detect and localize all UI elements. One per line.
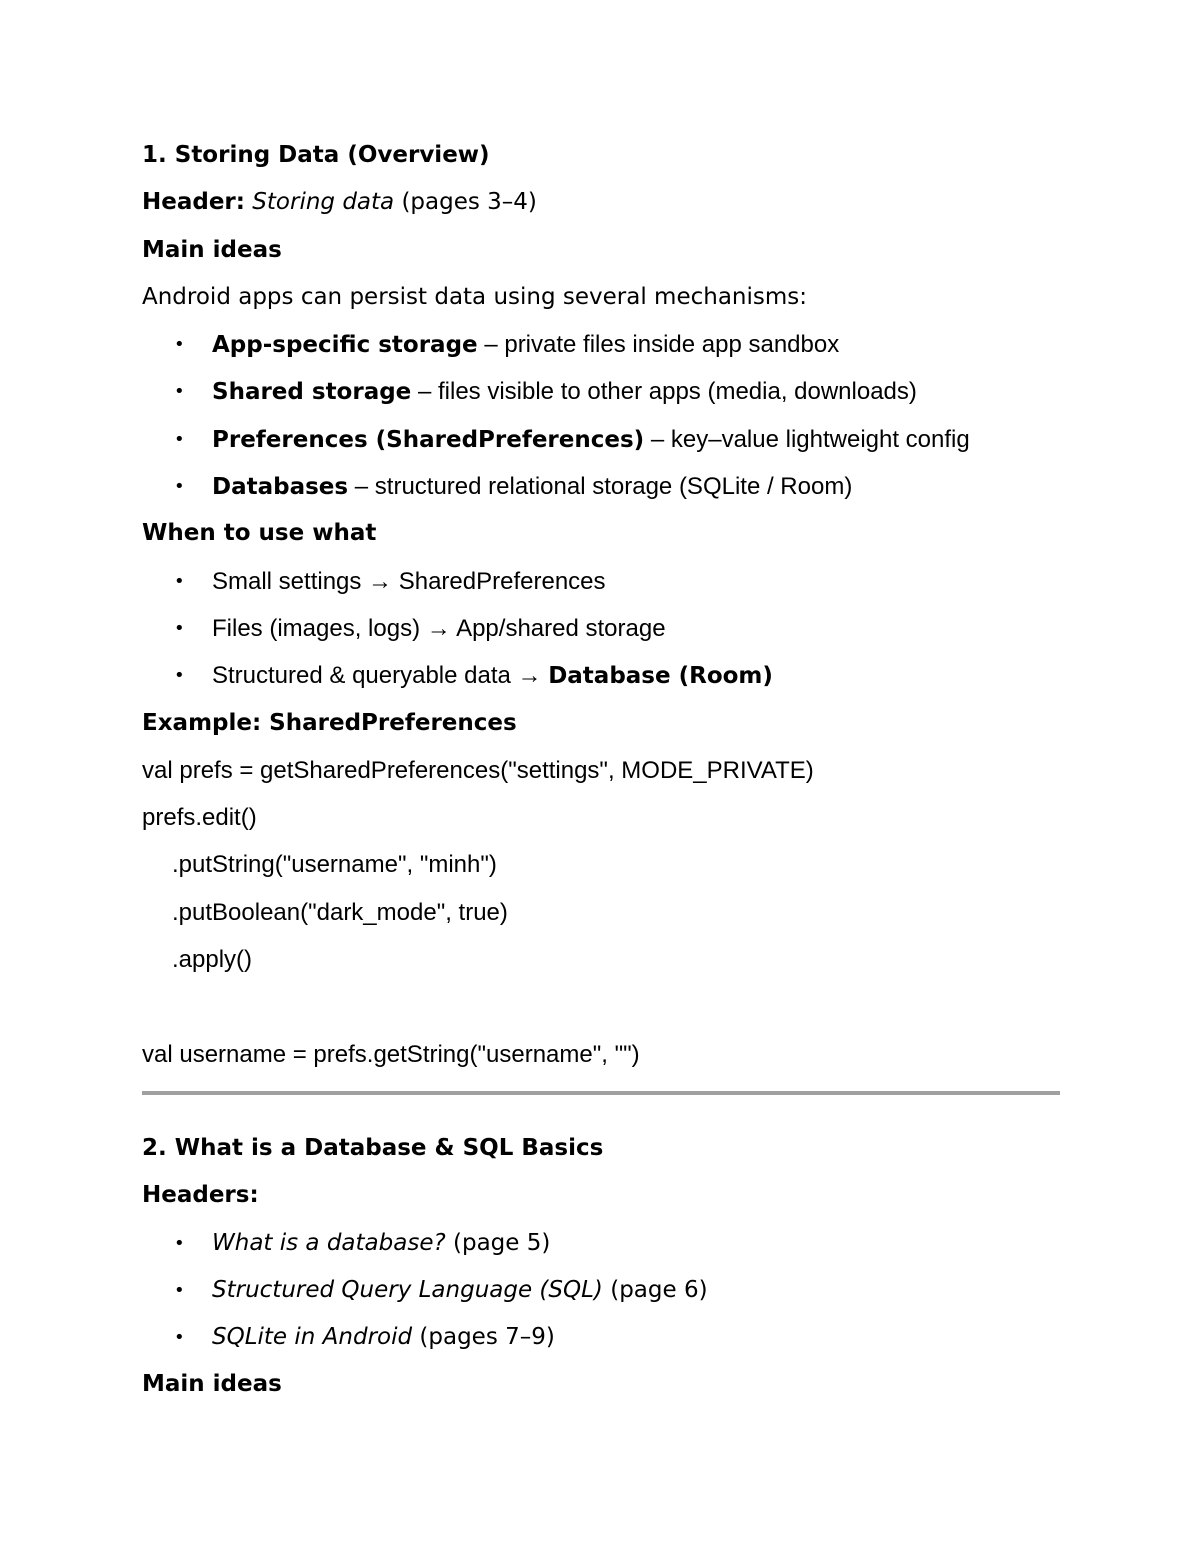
- item-italic: Structured Query Language (SQL): [212, 1276, 603, 1303]
- item-text: Files (images, logs) → App/shared storage: [212, 614, 666, 642]
- section-2-title: 2. What is a Database & SQL Basics: [142, 1134, 604, 1161]
- item-bold: Databases: [212, 474, 349, 501]
- header-label: Header:: [142, 189, 245, 216]
- item-text: (page 5): [445, 1229, 551, 1256]
- item-italic: What is a database?: [212, 1229, 446, 1256]
- code-block: [142, 754, 1060, 1085]
- bullet-icon: •: [174, 665, 185, 687]
- bullet-icon: •: [174, 1232, 185, 1254]
- item-text: – private files inside app sandbox: [477, 331, 840, 359]
- item-text: – structured relational storage (SQLite / Room): [348, 473, 853, 501]
- code-line: val username = prefs.getString("username", ""): [142, 1040, 640, 1068]
- bullet-icon: •: [174, 381, 185, 403]
- code-line: prefs.edit(): [142, 804, 257, 832]
- main-ideas-heading: Main ideas: [142, 236, 282, 263]
- headers-label: Headers:: [142, 1182, 259, 1209]
- section-2-main-ideas: Main ideas: [142, 1371, 282, 1398]
- list-item: [142, 1321, 1060, 1368]
- code-line: val prefs = getSharedPreferences("settings", MODE_PRIVATE): [142, 756, 814, 784]
- bullet-icon: •: [174, 1327, 185, 1349]
- bullet-icon: •: [174, 617, 185, 639]
- when-heading: When to use what: [142, 520, 377, 547]
- section-1-header-line: [142, 186, 1060, 233]
- header-pages: (pages 3–4): [394, 189, 537, 216]
- horizontal-rule: [142, 1091, 1060, 1095]
- code-line: .putString("username", "minh"): [172, 851, 497, 879]
- when-list: [142, 565, 1060, 707]
- bullet-icon: •: [174, 476, 185, 498]
- item-text: – key–value lightweight config: [644, 425, 970, 453]
- headers-list: [142, 1227, 1060, 1369]
- item-text: – files visible to other apps (media, downloads): [411, 378, 917, 406]
- bullet-icon: •: [174, 1279, 185, 1301]
- list-item: [142, 1274, 1060, 1321]
- list-item: [142, 659, 1060, 706]
- code-line: .apply(): [172, 946, 253, 974]
- item-text: (pages 7–9): [412, 1324, 555, 1351]
- item-bold: Preferences (SharedPreferences): [212, 426, 645, 453]
- bullet-icon: •: [174, 428, 185, 450]
- list-item: [142, 1227, 1060, 1274]
- list-item: [142, 375, 1060, 422]
- list-item: [142, 328, 1060, 375]
- code-line: .putBoolean("dark_mode", true): [172, 898, 508, 926]
- item-bold: Database (Room): [548, 663, 773, 690]
- list-item: [142, 612, 1060, 659]
- section-1-title: 1. Storing Data (Overview): [142, 142, 490, 168]
- header-italic: Storing data: [252, 189, 395, 216]
- item-text: (page 6): [602, 1276, 708, 1303]
- item-bold: App-specific storage: [212, 332, 478, 359]
- list-item: [142, 565, 1060, 612]
- item-italic: SQLite in Android: [212, 1324, 413, 1351]
- example-heading: Example: SharedPreferences: [142, 709, 517, 736]
- bullet-icon: •: [174, 334, 185, 356]
- document-page: [142, 139, 1060, 1416]
- list-item: [142, 470, 1060, 517]
- code-blank-line: [142, 990, 1060, 1037]
- item-text: Structured & queryable data →: [212, 662, 549, 690]
- bullet-icon: •: [174, 570, 185, 592]
- mechanisms-list: [142, 328, 1060, 517]
- list-item: [142, 423, 1060, 470]
- item-bold: Shared storage: [212, 379, 412, 406]
- intro-text: Android apps can persist data using several mechanisms:: [142, 283, 808, 310]
- item-text: Small settings → SharedPreferences: [212, 567, 606, 595]
